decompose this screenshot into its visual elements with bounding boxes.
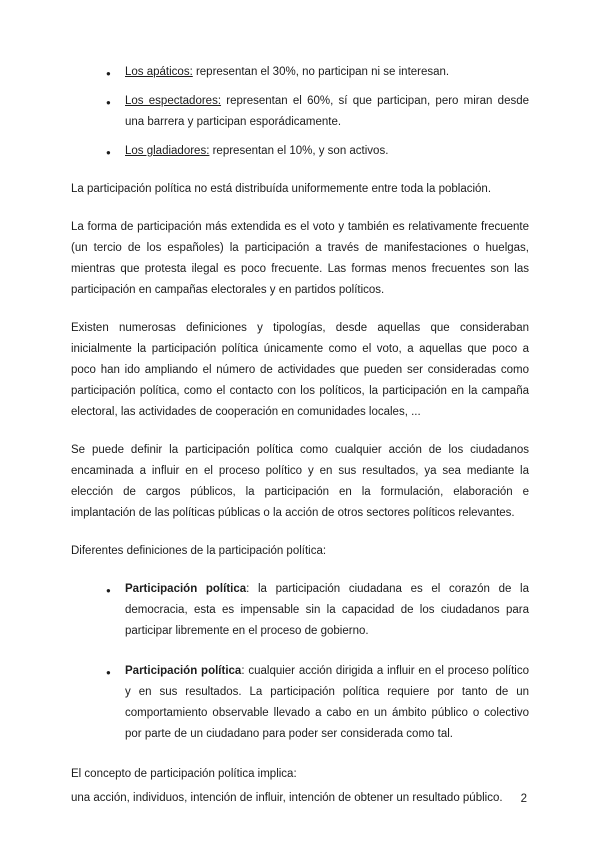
bullet-icon: ●: [106, 668, 111, 677]
paragraph-distribution: La participación política no está distribuída uniformemente entre toda la población.: [71, 183, 492, 195]
bullet-icon: ●: [106, 69, 111, 78]
page-number: 2: [520, 793, 527, 805]
list-item: [106, 661, 529, 745]
bullet-icon: ●: [106, 98, 111, 107]
list-item: [106, 579, 529, 642]
list-item-text: representan el 60%, sí que participan, pero miran desde una barrera y participan esporádicamente.: [125, 95, 529, 128]
paragraph-forms: La forma de participación más extendida es el voto y también es relativamente frecuente (un tercio de los españoles) la participación a través de manifestaciones o huelgas, mientras que protesta ilegal es poco frecuente. Las formas menos frecuentes son las participación en campañas electorales y en partidos políticos.: [71, 221, 529, 296]
list-item: [106, 62, 529, 83]
list-item-text: representan el 10%, y son activos.: [209, 145, 389, 157]
definition-bullet-list: [71, 579, 529, 745]
list-item-lead: Participación política: [125, 665, 242, 677]
list-item-text: : cualquier acción dirigida a influir en el proceso político y en sus resultados. La participación política requiere por tanto de un comportamiento observable llevado a cabo en un ámbito público o colectivo por parte de un ciudadano para poder ser considerada como tal.: [125, 665, 529, 740]
list-item-lead: Los gladiadores:: [125, 145, 210, 157]
paragraph-concept-elements: una acción, individuos, intención de influir, intención de obtener un resultado público.: [71, 792, 503, 804]
list-item: [106, 91, 529, 133]
paragraph-definitions-intro: Diferentes definiciones de la participación política:: [71, 545, 327, 557]
paragraph-definitions-history: Existen numerosas definiciones y tipologías, desde aquellas que consideraban inicialmente la participación política únicamente como el voto, a aquellas que poco a poco han ido ampliando el número de actividades que pueden ser consideradas como participación política, como el contacto con los políticos, la participación en la campaña electoral, las actividades de cooperación en comunidades locales, ...: [71, 322, 529, 418]
list-item-lead: Participación política: [125, 583, 247, 595]
paragraph-concept-implies: El concepto de participación política implica:: [71, 768, 297, 780]
list-item-lead: Los espectadores:: [125, 95, 222, 107]
paragraph-definition-general: Se puede definir la participación política como cualquier acción de los ciudadanos encaminada a influir en el proceso político y en sus resultados, ya sea mediante la elección de cargos públicos, la participación en la formulación, elaboración e implantación de las políticas públicas o la acción de otros sectores políticos relevantes.: [71, 444, 529, 519]
list-item-text: representan el 30%, no participan ni se interesan.: [192, 66, 450, 78]
list-item-lead: Los apáticos:: [125, 66, 193, 78]
typology-bullet-list: [71, 62, 529, 162]
document-content: [71, 62, 529, 826]
list-item: [106, 141, 529, 162]
bullet-icon: ●: [106, 586, 111, 595]
list-item-text: : la participación ciudadana es el corazón de la democracia, esta es impensable sin la capacidad de los ciudadanos para participar libremente en el proceso de gobierno.: [125, 583, 529, 637]
bullet-icon: ●: [106, 148, 111, 157]
